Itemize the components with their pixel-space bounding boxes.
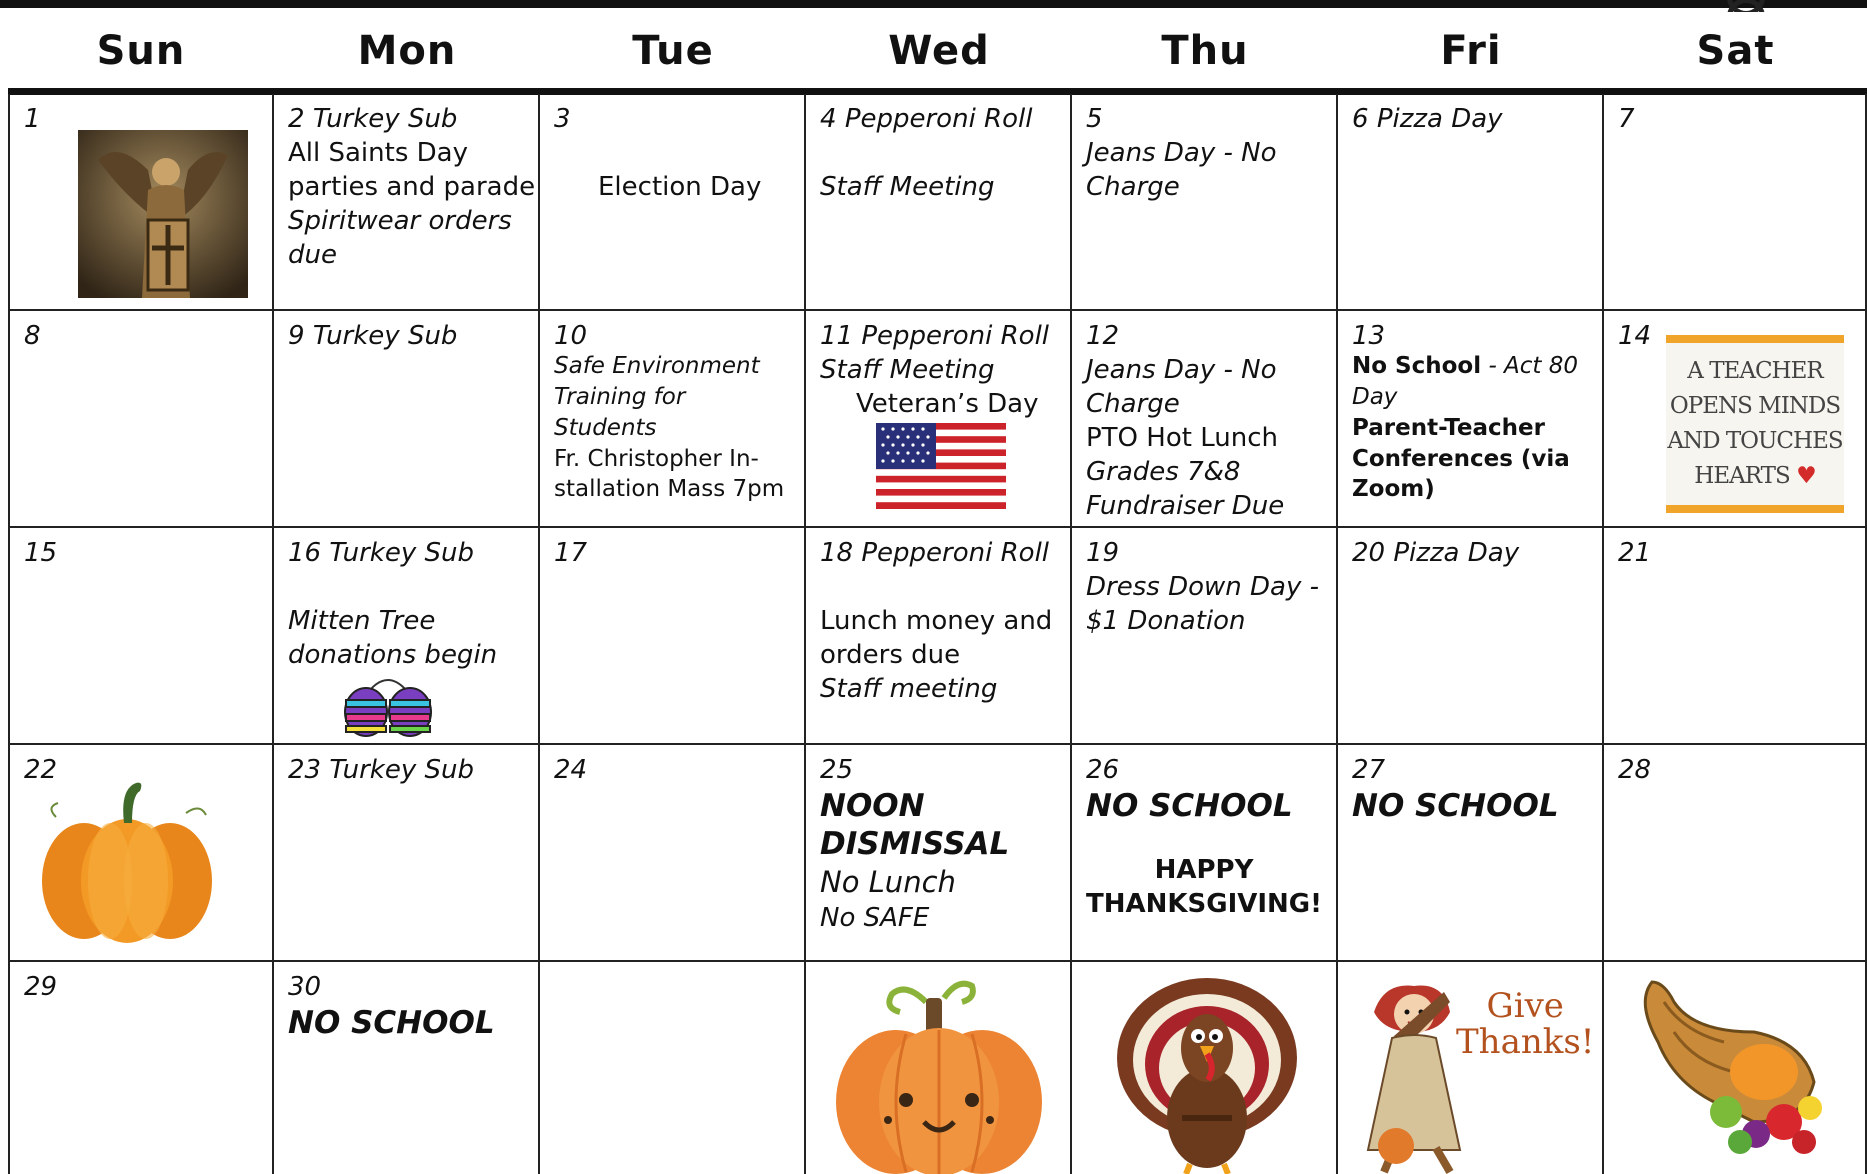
event-no-lunch: No Lunch (820, 865, 956, 899)
event-pepperoni-roll: 18 Pepperoni Roll (820, 538, 1050, 568)
event-turkey-sub: 23 Turkey Sub (288, 755, 474, 785)
empty-cell (1338, 962, 1604, 1174)
day-cell-7 (1604, 94, 1867, 311)
poster-line: OPENS MINDS (1669, 393, 1841, 419)
date-number: 26 (1086, 755, 1120, 785)
day-cell-28 (1604, 745, 1867, 962)
event-turkey-sub: 16 Turkey Sub (288, 538, 474, 568)
day-cell-25 (806, 745, 1072, 962)
day-header-fri: Fri (1440, 28, 1502, 74)
date-number: 7 (1618, 104, 1635, 134)
event-staff-meeting: Staff Meeting (820, 172, 995, 202)
event-pizza-day: 6 Pizza Day (1352, 104, 1503, 134)
date-number: 21 (1618, 538, 1652, 568)
event-election-day: Election Day (598, 172, 762, 202)
give-thanks-line: Thanks! (1456, 1022, 1595, 1062)
event-jeans-day: Jeans Day - No (1086, 138, 1277, 168)
pumpkin-icon (36, 769, 218, 949)
day-cell-1 (8, 94, 274, 311)
event-turkey-sub: 9 Turkey Sub (288, 321, 458, 351)
calendar-grid (8, 94, 1867, 1174)
give-thanks-text (1456, 988, 1594, 1060)
event-no-school: NO SCHOOL (1086, 788, 1293, 824)
event-lunch-money: Lunch money and (820, 606, 1053, 636)
event-pizza-day: 20 Pizza Day (1352, 538, 1520, 568)
event-donation: $1 Donation (1086, 606, 1246, 636)
day-cell-23 (274, 745, 540, 962)
date-number: 24 (554, 755, 588, 785)
event-dismissal: DISMISSAL (820, 826, 1010, 862)
event-pto-hot-lunch: PTO Hot Lunch (1086, 423, 1278, 453)
date-number: 19 (1086, 538, 1120, 568)
event-parent-teacher: Parent-Teacher (1352, 415, 1545, 441)
event-zoom: Zoom) (1352, 476, 1435, 502)
day-cell-4 (806, 94, 1072, 311)
event-safe-environment: Safe Environment (554, 353, 760, 379)
date-number: 29 (24, 972, 58, 1002)
date-number: 27 (1352, 755, 1386, 785)
day-cell-27 (1338, 745, 1604, 962)
day-cell-30 (274, 962, 540, 1174)
date-number: 8 (24, 321, 41, 351)
event-no-safe: No SAFE (820, 903, 930, 933)
day-cell-17 (540, 528, 806, 745)
day-header-sun: Sun (96, 28, 186, 74)
event-jeans-day: Jeans Day - No (1086, 355, 1277, 385)
day-cell-26 (1072, 745, 1338, 962)
day-cell-13 (1338, 311, 1604, 528)
empty-cell (806, 962, 1072, 1174)
event-no-school: NO SCHOOL (1352, 788, 1559, 824)
cornucopia-icon (1634, 972, 1834, 1162)
date-number: 14 (1618, 321, 1652, 351)
poster-line: HEARTS ♥ (1694, 463, 1816, 489)
day-cell-22 (8, 745, 274, 962)
event-spiritwear-due: due (288, 240, 337, 270)
poster-line: A TEACHER (1687, 358, 1823, 384)
day-cell-14 (1604, 311, 1867, 528)
event-all-saints: All Saints Day (288, 138, 468, 168)
give-thanks-line: Give (1486, 986, 1564, 1026)
date-number: 13 (1352, 321, 1386, 351)
event-fundraiser-due: Fundraiser Due (1086, 491, 1285, 521)
event-jeans-day-charge: Charge (1086, 389, 1180, 419)
event-donations-begin: donations begin (288, 640, 498, 670)
day-cell-16 (274, 528, 540, 745)
event-students: Students (554, 415, 657, 441)
day-cell-19 (1072, 528, 1338, 745)
day-cell-24 (540, 745, 806, 962)
date-number: 17 (554, 538, 588, 568)
empty-cell (1072, 962, 1338, 1174)
us-flag-icon (876, 423, 1006, 509)
day-cell-12 (1072, 311, 1338, 528)
day-header-wed: Wed (888, 28, 990, 74)
event-happy: HAPPY (1154, 855, 1254, 885)
date-number: 15 (24, 538, 58, 568)
day-cell-10 (540, 311, 806, 528)
day-cell-21 (1604, 528, 1867, 745)
date-number: 22 (24, 755, 58, 785)
day-cell-15 (8, 528, 274, 745)
day-header-sat: Sat (1696, 28, 1775, 74)
day-cell-3 (540, 94, 806, 311)
smiling-pumpkin-icon (826, 972, 1052, 1174)
date-number: 5 (1086, 104, 1103, 134)
date-number: 25 (820, 755, 854, 785)
event-mitten-tree: Mitten Tree (288, 606, 436, 636)
event-noon: NOON (820, 788, 925, 824)
event-turkey-sub: 2 Turkey Sub (288, 104, 458, 134)
day-cell-8 (8, 311, 274, 528)
date-number: 3 (554, 104, 571, 134)
event-pepperoni-roll: 11 Pepperoni Roll (820, 321, 1050, 351)
event-conferences: Conferences (via (1352, 446, 1570, 472)
event-dress-down-day: Dress Down Day - (1086, 572, 1319, 602)
day-header-thu: Thu (1161, 28, 1249, 74)
event-installation-mass: Fr. Christopher In- (554, 446, 759, 472)
event-spiritwear: Spiritwear orders (288, 206, 512, 236)
event-veterans-day: Veteran’s Day (856, 389, 1039, 419)
event-jeans-day-charge: Charge (1086, 172, 1180, 202)
event-no-school: No School - Act 80 (1352, 353, 1579, 379)
event-installation-mass-time: stallation Mass 7pm (554, 476, 785, 502)
empty-cell (1604, 962, 1867, 1174)
poster-line: AND TOUCHES (1667, 428, 1843, 454)
day-header-tue: Tue (632, 28, 714, 74)
event-grades-7-8: Grades 7&8 (1086, 457, 1241, 487)
date-number: 10 (554, 321, 588, 351)
top-rule (0, 0, 1867, 8)
mittens-icon (340, 670, 436, 740)
day-cell-9 (274, 311, 540, 528)
day-cell-5 (1072, 94, 1338, 311)
date-number: 1 (24, 104, 41, 134)
archangel-statue-icon (78, 130, 248, 298)
event-parties-parade: parties and parade (288, 172, 536, 202)
day-cell-20 (1338, 528, 1604, 745)
turkey-icon (1112, 968, 1302, 1174)
event-training-for: Training for (554, 384, 686, 410)
event-staff-meeting: Staff Meeting (820, 355, 995, 385)
heart-icon: ♥ (1796, 463, 1816, 489)
date-number: 28 (1618, 755, 1652, 785)
event-pepperoni-roll: 4 Pepperoni Roll (820, 104, 1033, 134)
event-no-school: NO SCHOOL (288, 1005, 495, 1041)
day-cell-6 (1338, 94, 1604, 311)
day-cell-29 (8, 962, 274, 1174)
day-cell-11 (806, 311, 1072, 528)
event-act-80-day: Day (1352, 384, 1398, 410)
event-staff-meeting: Staff meeting (820, 674, 998, 704)
event-orders-due: orders due (820, 640, 961, 670)
teacher-poster-icon (1666, 335, 1844, 513)
day-header-mon: Mon (357, 28, 457, 74)
event-thanksgiving: THANKSGIVING! (1085, 889, 1323, 919)
empty-cell (540, 962, 806, 1174)
day-cell-18 (806, 528, 1072, 745)
date-number: 30 (288, 972, 322, 1002)
day-cell-2 (274, 94, 540, 311)
date-number: 12 (1086, 321, 1120, 351)
